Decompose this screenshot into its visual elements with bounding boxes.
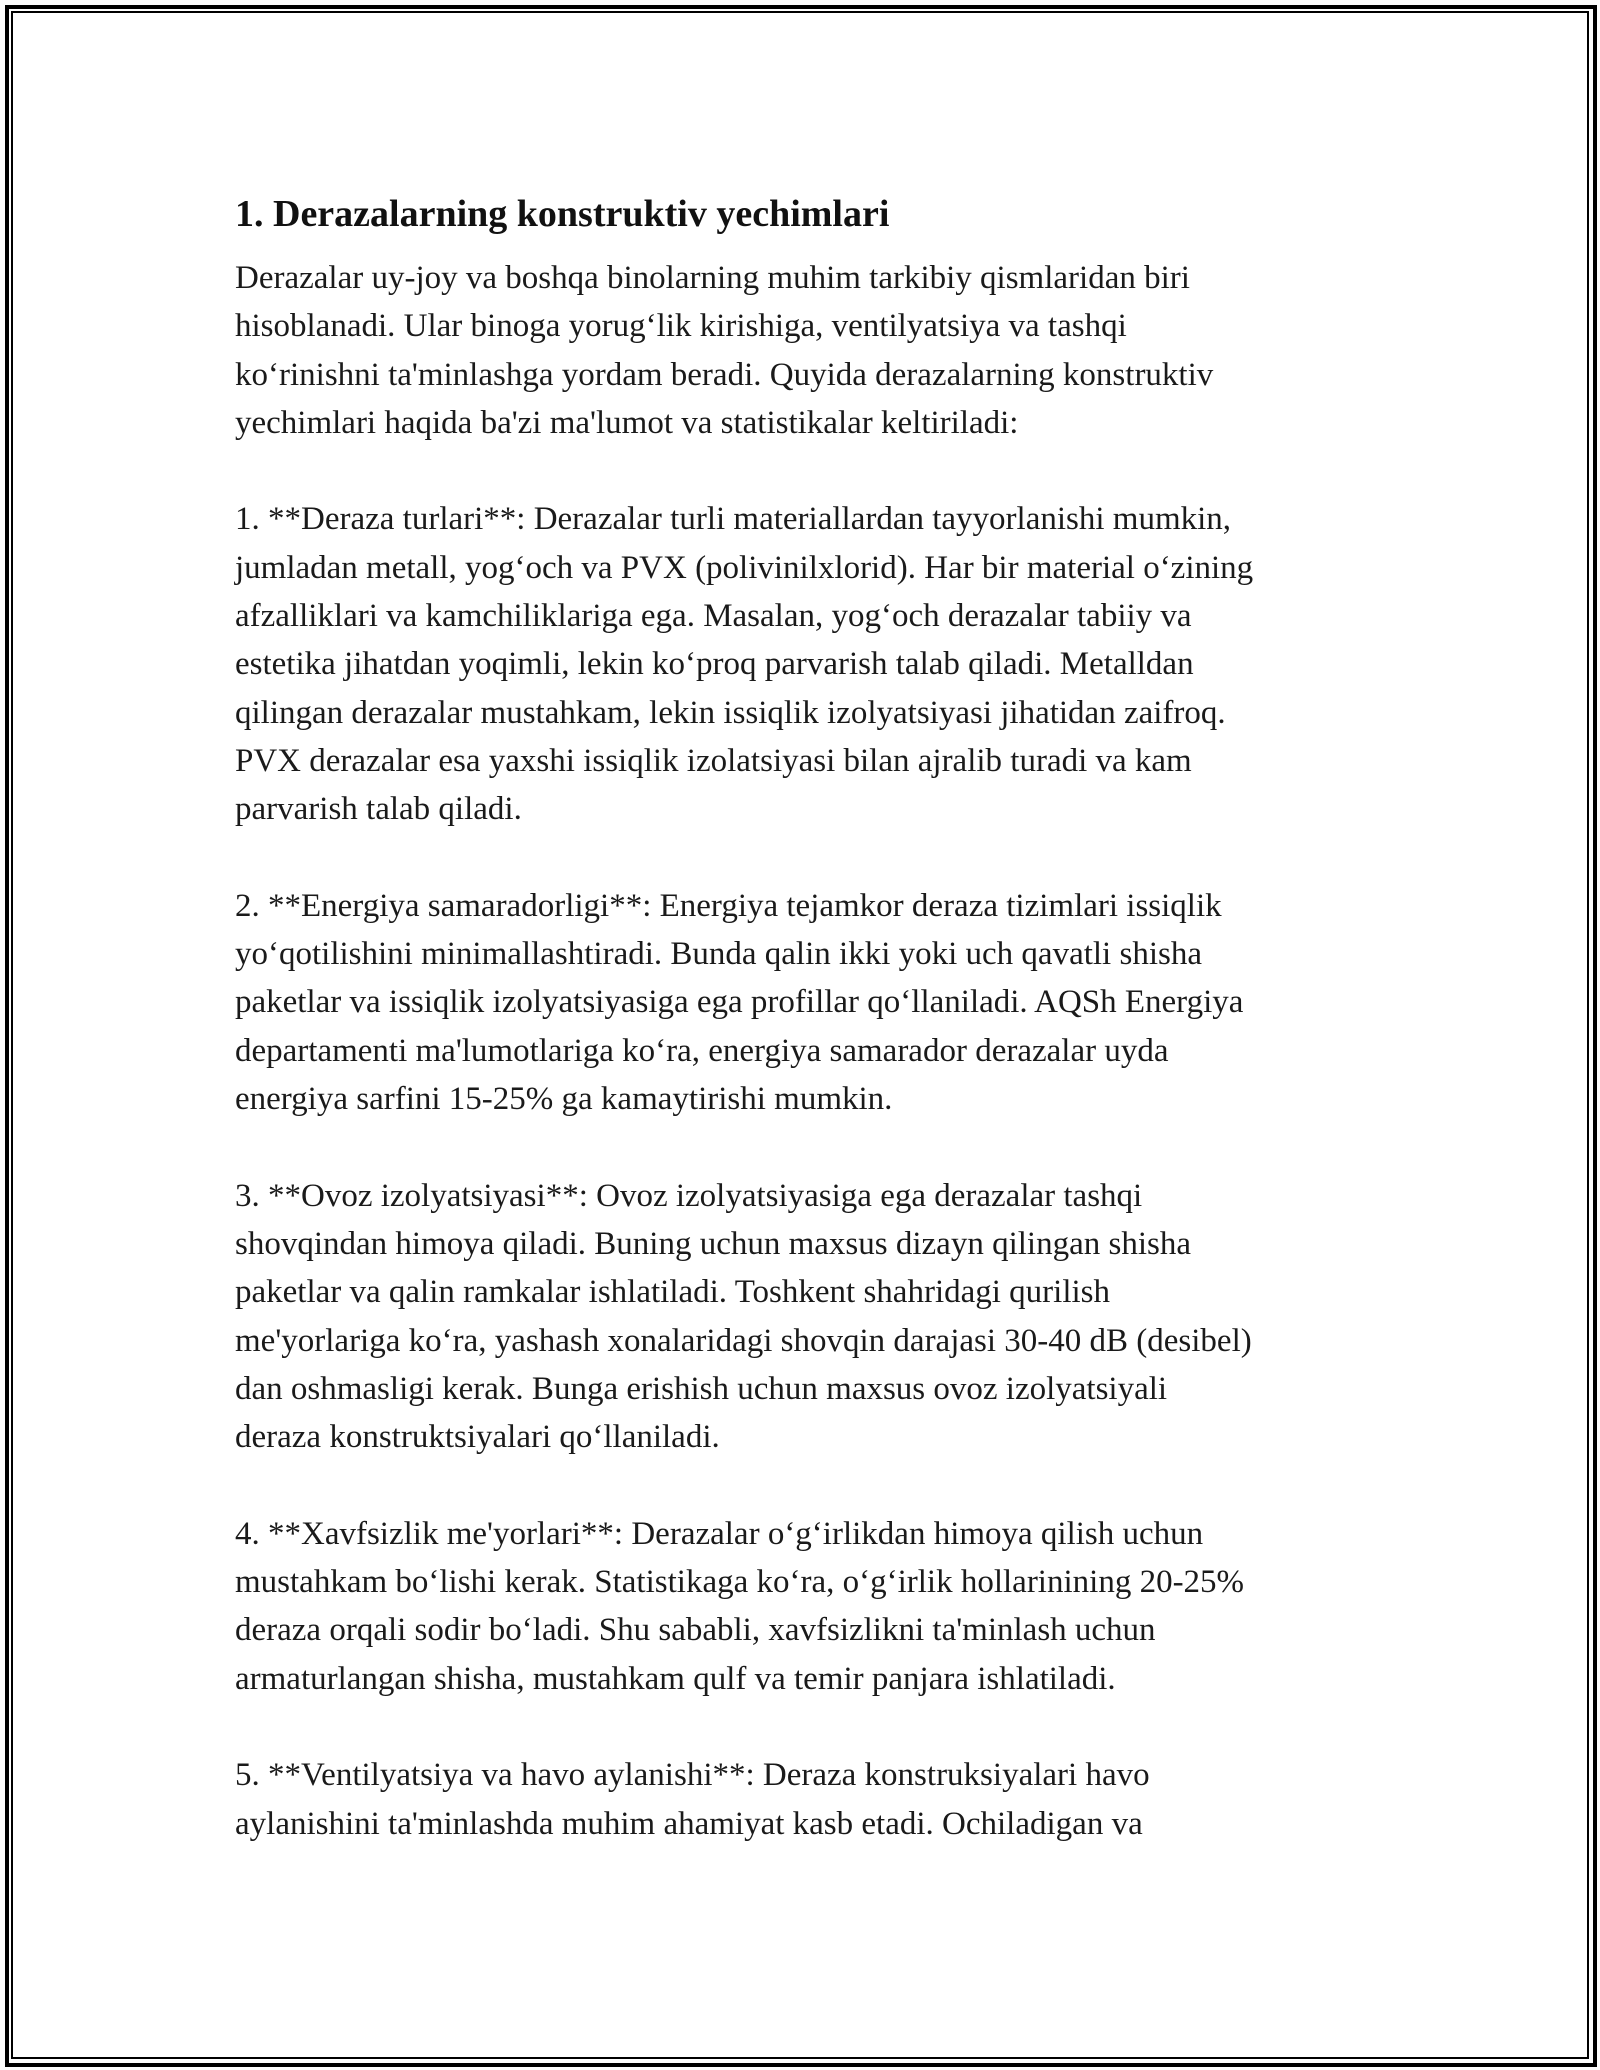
paragraph-sound-insulation: 3. **Ovoz izolyatsiyasi**: Ovoz izolyatsiyasiga ega derazalar tashqi shovqindan himoya qiladi. Buning uchun maxsus dizayn qilingan shisha paketlar va qalin ramkalar ishlatiladi. Toshkent shahridagi qurilish me'yorlariga ko‘ra, yashash xonalaridagi shovqin darajasi 30-40 dB (desibel) dan oshmasligi kerak. Bunga erishish uchun maxsus ovoz izolyatsiyali deraza konstruktsiyalari qo‘llaniladi. <box>235 1177 1252 1456</box>
intro-paragraph: Derazalar uy-joy va boshqa binolarning muhim tarkibiy qismlaridan biri hisoblanadi. Ular binoga yorug‘lik kirishiga, ventilyatsiya va tashqi ko‘rinishni ta'minlashga yordam beradi. Quyida derazalarning konstruktiv yechimlari haqida ba'zi ma'lumot va statistikalar keltiriladi: <box>235 260 1214 441</box>
document-page <box>235 188 1395 1848</box>
section-title: 1. Derazalarning konstruktiv yechimlari <box>235 193 890 235</box>
paragraph-security-standards: 4. **Xavfsizlik me'yorlari**: Derazalar o‘g‘irlikdan himoya qilish uchun mustahkam bo‘lishi kerak. Statistikaga ko‘ra, o‘g‘irlik hollarinining 20-25% deraza orqali sodir bo‘ladi. Shu sababli, xavfsizlikni ta'minlash uchun armaturlangan shisha, mustahkam qulf va temir panjara ishlatiladi. <box>235 1515 1245 1697</box>
paragraph-window-types: 1. **Deraza turlari**: Derazalar turli materiallardan tayyorlanishi mumkin, jumladan metall, yog‘och va PVX (polivinilxlorid). Har bir material o‘zining afzalliklari va kamchiliklariga ega. Masalan, yog‘och derazalar tabiiy va estetika jihatdan yoqimli, lekin ko‘proq parvarish talab qiladi. Metalldan qilingan derazalar mustahkam, lekin issiqlik izolyatsiyasi jihatidan zaifroq. PVX derazalar esa yaxshi issiqlik izolatsiyasi bilan ajralib turadi va kam parvarish talab qiladi. <box>235 501 1254 828</box>
paragraph-ventilation: 5. **Ventilyatsiya va havo aylanishi**: Deraza konstruksiyalari havo aylanishini ta'minlashda muhim ahamiyat kasb etadi. Ochiladigan va <box>235 1757 1150 1842</box>
paragraph-energy-efficiency: 2. **Energiya samaradorligi**: Energiya tejamkor deraza tizimlari issiqlik yo‘qotilishini minimallashtiradi. Bunda qalin ikki yoki uch qavatli shisha paketlar va issiqlik izolyatsiyasiga ega profillar qo‘llaniladi. AQSh Energiya departamenti ma'lumotlariga ko‘ra, energiya samarador derazalar uyda energiya sarfini 15-25% ga kamaytirishi mumkin. <box>235 887 1244 1118</box>
